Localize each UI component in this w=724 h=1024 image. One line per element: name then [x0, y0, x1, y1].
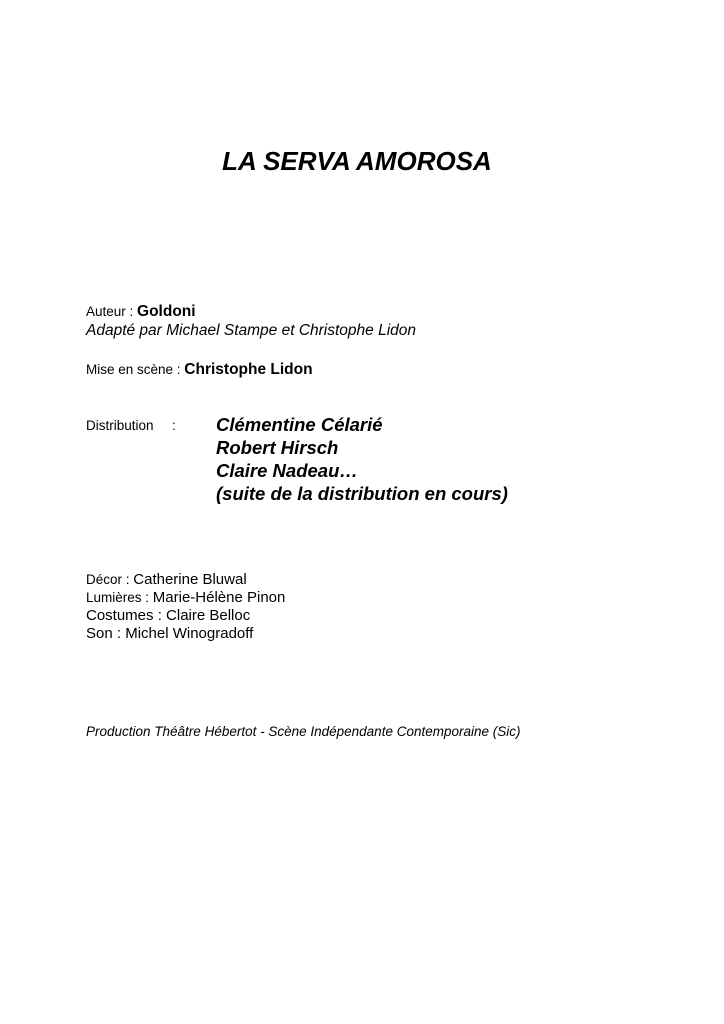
credit-label: Lumières :	[86, 590, 153, 605]
director-name: Christophe Lidon	[184, 361, 313, 378]
cast-member: Claire Nadeau…	[216, 460, 358, 481]
credit-label: Décor :	[86, 572, 134, 587]
credit-value: Claire Belloc	[166, 607, 251, 624]
credit-son	[86, 625, 253, 642]
credit-value: Michel Winogradoff	[125, 625, 254, 642]
author-line	[86, 303, 196, 321]
credit-value: Marie-Hélène Pinon	[152, 589, 286, 606]
play-title: LA SERVA AMOROSA	[222, 146, 492, 176]
cast-member: Robert Hirsch	[216, 437, 339, 458]
cast-note: (suite de la distribution en cours)	[216, 483, 508, 504]
credit-costumes	[86, 607, 250, 624]
credit-label: Son :	[86, 625, 126, 642]
author-name: Goldoni	[137, 303, 196, 320]
adaptation-line: Adapté par Michael Stampe et Christophe Lidon	[86, 322, 417, 339]
credit-label: Costumes :	[86, 607, 167, 624]
distribution-colon: :	[172, 418, 176, 433]
cast-member: Clémentine Célarié	[216, 414, 383, 435]
direction-label: Mise en scène :	[86, 362, 185, 377]
author-label: Auteur :	[86, 304, 138, 319]
credit-lumieres	[86, 589, 285, 606]
distribution-label: Distribution	[86, 418, 154, 433]
direction-line	[86, 361, 313, 379]
credit-value: Catherine Bluwal	[133, 571, 247, 588]
credit-decor	[86, 571, 247, 588]
production-line: Production Théâtre Hébertot - Scène Indépendante Contemporaine (Sic)	[86, 724, 521, 739]
